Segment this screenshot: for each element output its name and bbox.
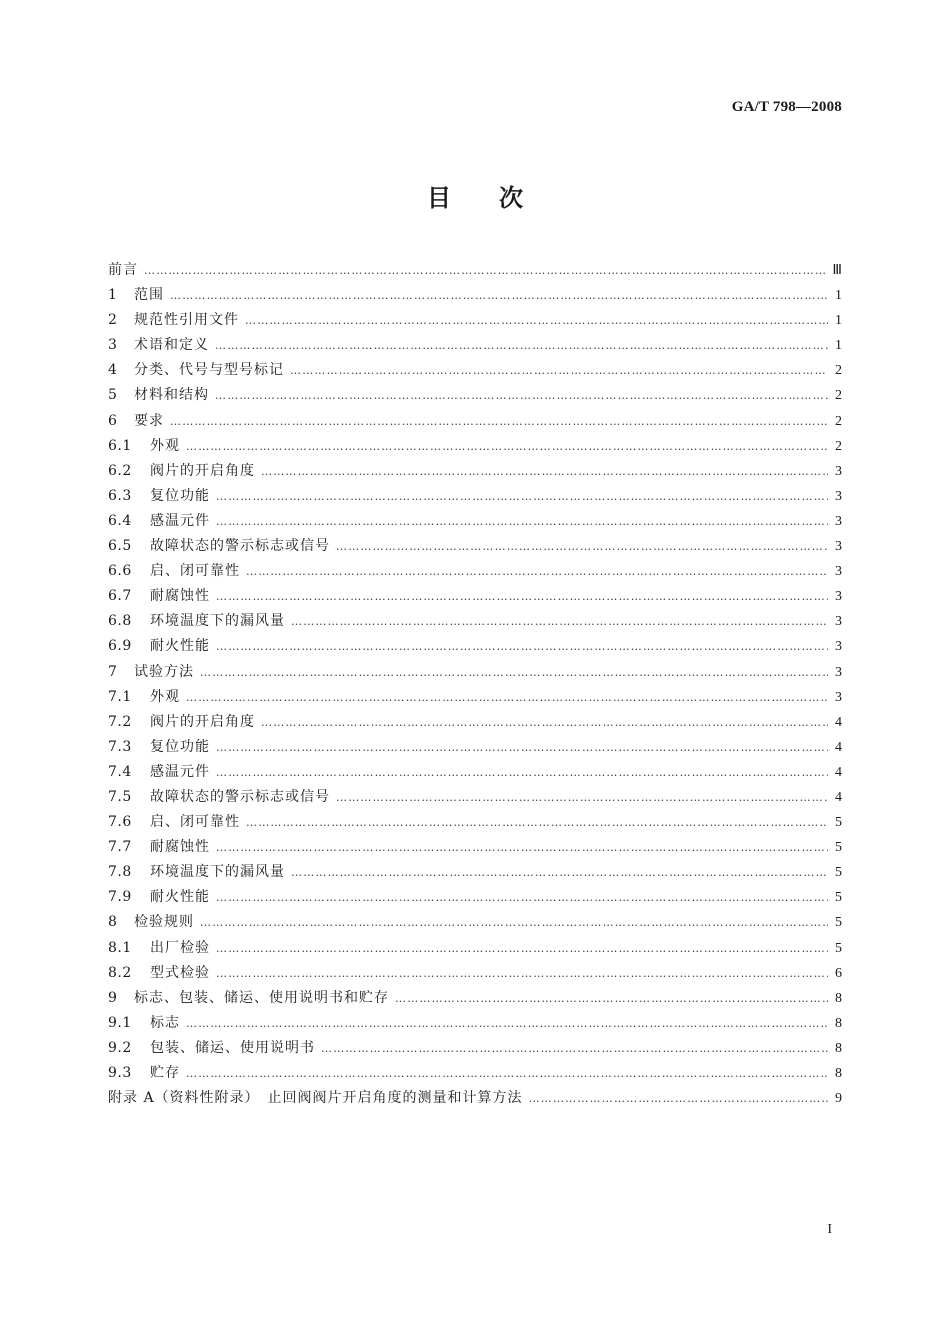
toc-entry[interactable] [108, 710, 842, 735]
toc-entry-title: 阀片的开启角度 [150, 713, 255, 730]
toc-entry-page: 9 [835, 1091, 842, 1107]
toc-entry-number: 6.4 [108, 512, 132, 529]
toc-entry-page: Ⅲ [832, 263, 842, 278]
toc-leader-dots [170, 283, 828, 308]
toc-entry-number: 2 [108, 312, 118, 329]
toc-entry-number: 6.2 [108, 462, 132, 479]
toc-entry-title: 耐腐蚀性 [150, 839, 210, 856]
toc-entry-title: 感温元件 [150, 763, 210, 780]
toc-entry-number: 8 [108, 914, 118, 931]
toc-entry-page: 4 [835, 739, 842, 755]
toc-entry-title: 标志、包装、储运、使用说明书和贮存 [134, 989, 389, 1006]
toc-entry-number: 7 [108, 663, 118, 680]
toc-entry-number: 7.3 [108, 738, 132, 755]
toc-entry[interactable] [108, 383, 842, 408]
toc-leader-dots [186, 1011, 828, 1036]
toc-entry-number: 6.8 [108, 613, 132, 630]
toc-entry-title: 感温元件 [150, 512, 210, 529]
toc-entry[interactable] [108, 785, 842, 810]
toc-entry-title: 材料和结构 [134, 387, 209, 404]
toc-entry-title: 环境温度下的漏风量 [150, 613, 285, 630]
toc-entry-page: 8 [835, 1015, 842, 1031]
toc-entry-page: 3 [835, 564, 842, 580]
toc-entry[interactable] [108, 685, 842, 710]
toc-leader-dots [144, 258, 826, 283]
toc-entry[interactable] [108, 760, 842, 785]
toc-entry-number: 7.8 [108, 864, 132, 881]
toc-entry-number: 9.1 [108, 1014, 132, 1031]
toc-entry-title: 贮存 [150, 1065, 180, 1081]
toc-entry-page: 3 [835, 488, 842, 504]
toc-entry[interactable] [108, 434, 842, 459]
toc-leader-dots [261, 459, 828, 484]
toc-leader-dots [529, 1086, 828, 1111]
toc-leader-dots [261, 710, 828, 735]
toc-entry-title: 标志 [150, 1014, 180, 1031]
toc-entry-page: 4 [835, 789, 842, 805]
toc-entry-page: 1 [835, 288, 842, 304]
toc-entry-number: 7.1 [108, 688, 132, 705]
toc-entry-page: 3 [835, 513, 842, 529]
toc-entry[interactable] [108, 885, 842, 910]
toc-entry-page: 3 [835, 689, 842, 705]
toc-leader-dots [216, 584, 828, 609]
toc-entry[interactable] [108, 358, 842, 383]
toc-entry-number: 6.9 [108, 638, 132, 655]
toc-entry[interactable] [108, 810, 842, 835]
toc-leader-dots [321, 1036, 828, 1061]
toc-entry-title: 耐火性能 [150, 638, 210, 655]
toc-entry[interactable] [108, 283, 842, 308]
toc-entry[interactable] [108, 609, 842, 634]
toc-entry-page: 3 [835, 539, 842, 555]
toc-entry-page: 6 [835, 965, 842, 981]
toc-entry-title: 耐火性能 [150, 889, 210, 906]
toc-entry-page: 3 [835, 664, 842, 680]
toc-entry[interactable] [108, 1086, 842, 1111]
toc-leader-dots [200, 910, 828, 935]
toc-leader-dots [170, 409, 828, 434]
toc-entry-page: 5 [835, 890, 842, 906]
toc-entry-number: 7.6 [108, 814, 132, 831]
toc-entry-title: 故障状态的警示标志或信号 [150, 788, 330, 805]
toc-entry-page: 2 [835, 438, 842, 454]
toc-entry[interactable] [108, 1061, 842, 1086]
toc-entry[interactable] [108, 584, 842, 609]
toc-entry-number: 6.7 [108, 588, 132, 605]
toc-entry-page: 2 [835, 413, 842, 429]
toc-entry-page: 5 [835, 840, 842, 856]
toc-leader-dots [215, 383, 828, 408]
toc-entry-title: 术语和定义 [134, 337, 209, 354]
toc-leader-dots [291, 860, 828, 885]
toc-entry-number: 7.7 [108, 839, 132, 856]
toc-entry-number: 1 [108, 287, 118, 304]
toc-leader-dots [336, 785, 828, 810]
toc-entry[interactable] [108, 534, 842, 559]
toc-leader-dots [186, 434, 828, 459]
toc-entry-page: 3 [835, 463, 842, 479]
toc-leader-dots [336, 534, 828, 559]
toc-leader-dots [216, 961, 828, 986]
toc-entry-title: 要求 [134, 412, 164, 429]
toc-entry-title: 出厂检验 [150, 939, 210, 956]
toc-entry-page: 1 [835, 338, 842, 354]
toc-entry-title: 包装、储运、使用说明书 [150, 1039, 315, 1056]
toc-leader-dots [216, 509, 828, 534]
toc-entry-number: 6.5 [108, 538, 132, 555]
toc-entry-page: 4 [835, 764, 842, 780]
toc-entry-number: 9 [108, 989, 118, 1006]
toc-entry[interactable] [108, 1011, 842, 1036]
toc-entry[interactable] [108, 910, 842, 935]
toc-entry-title: 复位功能 [150, 738, 210, 755]
toc-entry-title: 规范性引用文件 [134, 312, 239, 329]
toc-entry-page: 4 [835, 714, 842, 730]
toc-leader-dots [216, 484, 828, 509]
page-number: I [827, 1222, 832, 1237]
toc-entry-number: 8.2 [108, 964, 132, 981]
toc-entry-title: 前言 [108, 262, 138, 278]
toc-leader-dots [186, 1061, 828, 1086]
toc-entry-title: 环境温度下的漏风量 [150, 864, 285, 881]
toc-entry[interactable] [108, 634, 842, 659]
toc-entry[interactable] [108, 660, 842, 685]
toc-leader-dots [216, 936, 828, 961]
toc-leader-dots [246, 559, 828, 584]
toc-entry-page: 3 [835, 589, 842, 605]
toc-leader-dots [246, 810, 828, 835]
toc-entry[interactable] [108, 986, 842, 1011]
toc-leader-dots [245, 308, 828, 333]
toc-entry-title: 故障状态的警示标志或信号 [150, 538, 330, 555]
toc-entry[interactable] [108, 1036, 842, 1061]
toc-entry-page: 8 [835, 990, 842, 1006]
toc-leader-dots [216, 735, 828, 760]
toc-leader-dots [291, 609, 828, 634]
toc-entry-number: 7.2 [108, 713, 132, 730]
toc-entry-number: 6 [108, 412, 118, 429]
toc-entry-page: 3 [835, 614, 842, 630]
toc-entry[interactable] [108, 258, 842, 283]
toc-entry-page: 8 [835, 1066, 842, 1081]
toc-leader-dots [216, 885, 828, 910]
toc-entry-page: 2 [835, 388, 842, 404]
toc-entry-number: 3 [108, 337, 118, 354]
toc-entry-number: 7.5 [108, 788, 132, 805]
toc-entry-title: 型式检验 [150, 964, 210, 981]
toc-leader-dots [216, 634, 828, 659]
toc-leader-dots [290, 358, 828, 383]
toc-entry-number: 9.2 [108, 1039, 132, 1056]
toc-leader-dots [395, 986, 828, 1011]
toc-entry-title: 范围 [134, 287, 164, 304]
toc-entry-page: 2 [835, 363, 842, 379]
toc-entry-title: 复位功能 [150, 487, 210, 504]
page-title: 目次 [427, 184, 571, 212]
toc-entry-title: 阀片的开启角度 [150, 462, 255, 479]
toc-entry-number: 4 [108, 362, 118, 379]
toc-entry[interactable] [108, 860, 842, 885]
toc-entry-page: 5 [835, 815, 842, 831]
toc-entry[interactable] [108, 484, 842, 509]
toc-entry[interactable] [108, 835, 842, 860]
toc-entry-title: 耐腐蚀性 [150, 588, 210, 605]
toc-entry-number: 5 [108, 387, 118, 404]
toc-entry-page: 5 [835, 915, 842, 931]
toc-entry-page: 1 [835, 313, 842, 329]
toc-entry[interactable] [108, 409, 842, 434]
toc-entry-number: 7.4 [108, 763, 132, 780]
toc-entry-title: 外观 [150, 688, 180, 705]
toc-entry-title: 启、闭可靠性 [150, 563, 240, 580]
toc-leader-dots [186, 685, 828, 710]
toc-entry-page: 5 [835, 940, 842, 956]
toc-entry-number: 6.6 [108, 563, 132, 580]
toc-entry-title: 检验规则 [134, 914, 194, 931]
table-of-contents [108, 258, 842, 1111]
toc-leader-dots [216, 835, 828, 860]
toc-entry[interactable] [108, 333, 842, 358]
toc-entry[interactable] [108, 936, 842, 961]
toc-entry-title: 外观 [150, 437, 180, 454]
toc-entry-page: 5 [835, 865, 842, 881]
toc-entry-number: 6.1 [108, 437, 132, 454]
toc-leader-dots [200, 660, 828, 685]
toc-entry-title: 试验方法 [134, 663, 194, 680]
toc-entry-page: 8 [835, 1040, 842, 1056]
toc-entry-number: 8.1 [108, 939, 132, 956]
toc-entry-number: 6.3 [108, 487, 132, 504]
toc-entry-title: 启、闭可靠性 [150, 814, 240, 831]
standard-code: GA/T 798—2008 [731, 99, 842, 115]
toc-entry-page: 3 [835, 639, 842, 655]
toc-entry-title: 附录 A（资料性附录） 止回阀阀片开启角度的测量和计算方法 [108, 1090, 523, 1107]
toc-entry[interactable] [108, 459, 842, 484]
toc-entry-title: 分类、代号与型号标记 [134, 362, 284, 379]
toc-leader-dots [216, 760, 828, 785]
toc-entry-number: 9.3 [108, 1065, 132, 1081]
toc-entry[interactable] [108, 961, 842, 986]
toc-leader-dots [215, 333, 828, 358]
toc-entry[interactable] [108, 735, 842, 760]
toc-entry[interactable] [108, 308, 842, 333]
toc-entry-number: 7.9 [108, 889, 132, 906]
toc-entry[interactable] [108, 509, 842, 534]
toc-entry[interactable] [108, 559, 842, 584]
